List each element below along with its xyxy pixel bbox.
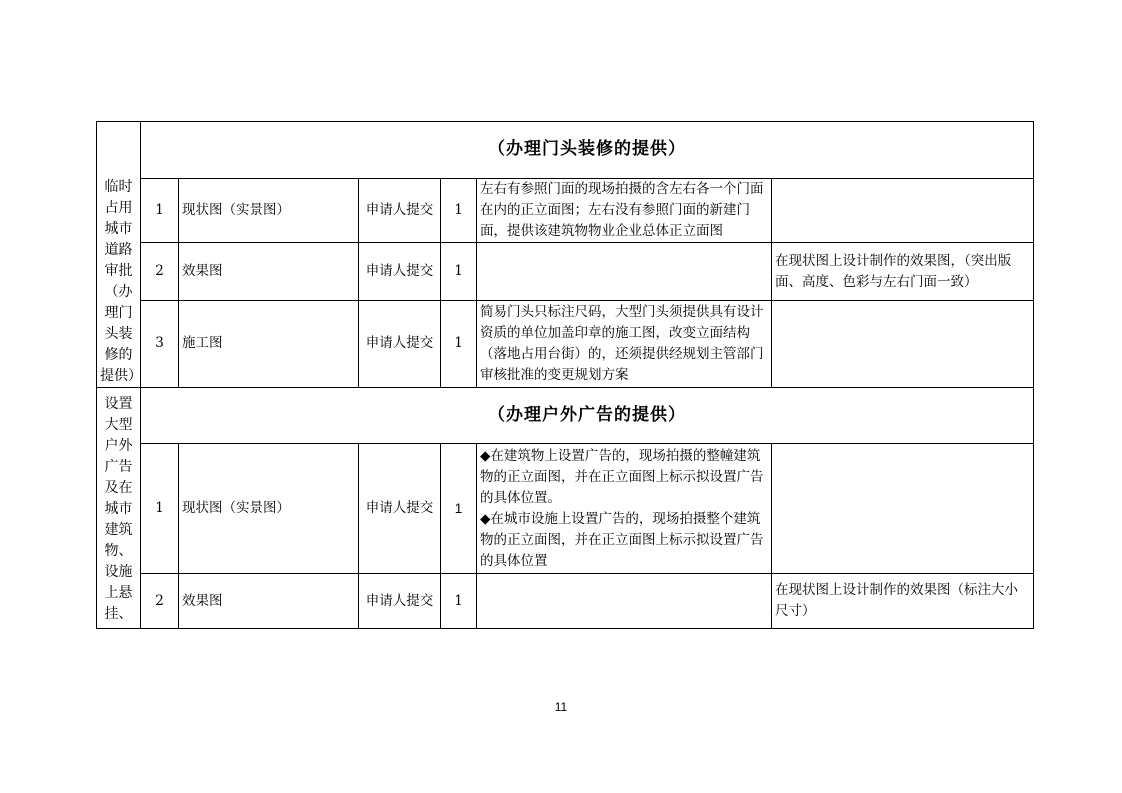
note: 在现状图上设计制作的效果图（标注大小尺寸） [772,574,1034,629]
note [772,178,1034,243]
category-cell: 设置大型户外广告及在城市建筑物、设施上悬挂、 [97,388,141,629]
section-header: （办理户外广告的提供） [141,388,1034,444]
page-number: 11 [554,700,568,714]
section-header: （办理门头装修的提供） [141,122,1034,179]
table-row [97,243,1034,301]
requirement: 简易门头只标注尺码，大型门头须提供具有设计资质的单位加盖印章的施工图，改变立面结构（落地占用台街）的，还须提供经规划主管部门审核批准的变更规划方案 [477,300,772,387]
material-name: 效果图 [179,574,359,629]
requirement [477,444,772,574]
row-number: 1 [141,444,179,574]
materials-table [96,121,1034,629]
copies: 1 [441,178,477,243]
table-row [97,574,1034,629]
copies: 1 [441,243,477,301]
copies: 1 [441,444,477,574]
requirement-line: ◆在建筑物上设置广告的，现场拍摄的整幢建筑物的正立面图，并在正立面图上标示拟设置广告的具体位置。 [480,447,764,506]
copies: 1 [441,574,477,629]
note [772,444,1034,574]
note [772,300,1034,387]
material-name: 现状图（实景图） [179,444,359,574]
copies: 1 [441,300,477,387]
requirement [477,243,772,301]
row-number: 2 [141,574,179,629]
submitter: 申请人提交 [359,574,441,629]
requirement-line: ◆在城市设施上设置广告的，现场拍摄整个建筑物的正立面图，并在正立面图上标示拟设置广告的具体位置 [480,510,764,569]
submitter: 申请人提交 [359,300,441,387]
table-row [97,444,1034,574]
table-row [97,178,1034,243]
table-row [97,300,1034,387]
requirement [477,574,772,629]
section-header-row [97,122,1034,179]
category-cell: 临时占用城市道路审批（办理门头装修的提供） [97,122,141,388]
material-name: 施工图 [179,300,359,387]
row-number: 2 [141,243,179,301]
row-number: 3 [141,300,179,387]
submitter: 申请人提交 [359,178,441,243]
requirement: 左右有参照门面的现场拍摄的含左右各一个门面在内的正立面图；左右没有参照门面的新建门面，提供该建筑物物业企业总体正立面图 [477,178,772,243]
submitter: 申请人提交 [359,243,441,301]
section-header-row [97,388,1034,444]
material-name: 现状图（实景图） [179,178,359,243]
submitter: 申请人提交 [359,444,441,574]
row-number: 1 [141,178,179,243]
note: 在现状图上设计制作的效果图，（突出版面、高度、色彩与左右门面一致） [772,243,1034,301]
material-name: 效果图 [179,243,359,301]
